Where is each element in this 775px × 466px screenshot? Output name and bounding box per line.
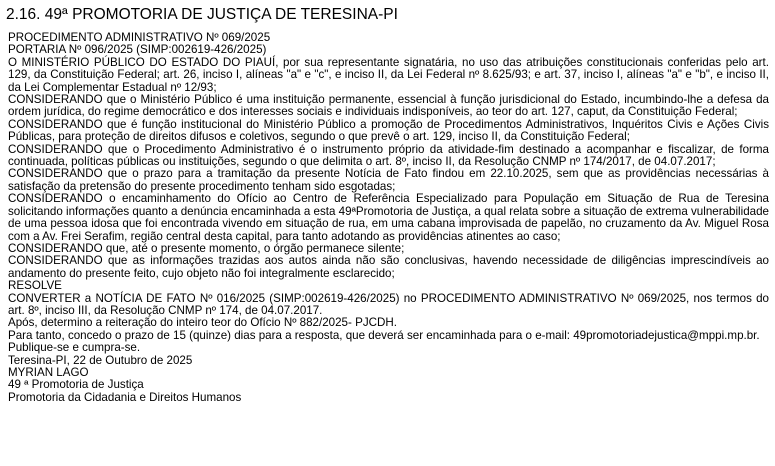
signatory-name: MYRIAN LAGO <box>8 365 89 379</box>
procedure-number: PROCEDIMENTO ADMINISTRATIVO Nº 069/2025 <box>8 31 271 44</box>
considering-paragraph: CONSIDERANDO que o Procedimento Administrativo é o instrumento próprio da atividade-fim destinado a acompanhar e fiscalizar, de forma continuada, políticas públicas ou instituições, segundo o que delimita o art. 8º, inciso II, da Resolução CNMP nº 174/2017, de 04.07.2017; <box>8 142 769 169</box>
signatory-office: 49 ª Promotoria de Justiça <box>8 378 144 392</box>
considering-paragraph: CONSIDERANDO que as informações trazidas aos autos ainda não são conclusivas, havendo necessidade de diligências imprescindíveis ao andamento do presente feito, cujo objeto não foi integralmente esclarecido; <box>8 254 769 280</box>
resolve-heading: RESOLVE <box>8 279 62 293</box>
signatory-department: Promotoria da Cidadania e Direitos Humanos <box>8 390 242 404</box>
considering-paragraph: CONSIDERANDO o encaminhamento do Ofício ao Centro de Referência Especializado para População em Situação de Rua de Teresina solicitando informações quanto a denúncia encaminhada a esta 49ªPromotoria de Justiça, a qual relata sobre a situação de extrema vulnerabilidade de uma pessoa idosa que foi encontrada vivendo em situação de rua, em uma cabana improvisada de papelão, no cruzamento da Av. Miguel Rosa com a Av. Frei Serafim, região central desta capital, para tanto adotando as providências atinentes ao caso; <box>8 192 769 243</box>
section-title: 2.16. 49ª PROMOTORIA DE JUSTIÇA DE TERESINA-PI <box>6 6 398 23</box>
considering-paragraph: CONSIDERANDO que o Ministério Público é uma instituição permanente, essencial à função jurisdicional do Estado, incumbindo-lhe a defesa da ordem jurídica, do regime democrático e dos interesses sociais e individuais indisponíveis, ao teor do art. 127, caput, da Constituição Federal; <box>8 93 769 119</box>
document-body <box>6 32 769 404</box>
preamble-paragraph: O MINISTÉRIO PÚBLICO DO ESTADO DO PIAUÍ, por sua representante signatária, no uso das atribuições constitucionais conferidas pelo art. 129, da Constituição Federal; art. 26, inciso I, alíneas "a" e "c", e inciso II, da Lei Federal nº 8.625/93; e art. 37, inciso I, alíneas "a" e "b", e inciso II, da Lei Complementar Estadual nº 12/93; <box>8 55 769 94</box>
deadline-paragraph: Para tanto, concedo o prazo de 15 (quinze) dias para a resposta, que deverá ser encaminhada para o e-mail: 49promotoriadejustica@mppi.mp.br. <box>8 328 760 342</box>
publish-note: Publique-se e cumpra-se. <box>8 341 141 355</box>
reiteration-paragraph: Após, determino a reiteração do inteiro teor do Ofício Nº 882/2025- PJCDH. <box>8 316 397 330</box>
place-date: Teresina-PI, 22 de Outubro de 2025 <box>8 353 193 367</box>
considering-paragraph: CONSIDERANDO que, até o presente momento, o órgão permanece silente; <box>8 241 405 255</box>
considering-paragraph: CONSIDERANDO que o prazo para a tramitação da presente Notícia de Fato findou em 22.10.2025, sem que as providências necessárias à satisfação da pretensão do presente procedimento tenham sido esgotadas; <box>8 167 769 193</box>
ordinance-number: PORTARIA Nº 096/2025 (SIMP:002619-426/2025) <box>8 43 267 57</box>
considering-paragraph: CONSIDERANDO que é função institucional do Ministério Público a promoção de Procedimentos Administrativos, Inquéritos Civis e Ações Civis Públicas, para proteção de direitos difusos e coletivos, segundo o que prevê o art. 129, inciso II, da Constituição Federal; <box>8 117 769 144</box>
resolution-paragraph: CONVERTER a NOTÍCIA DE FATO Nº 016/2025 (SIMP:002619-426/2025) no PROCEDIMENTO ADMINISTRATIVO Nº 069/2025, nos termos do art. 8º, inciso III, da Resolução CNMP nº 174, de 04.07.2017. <box>8 291 769 317</box>
